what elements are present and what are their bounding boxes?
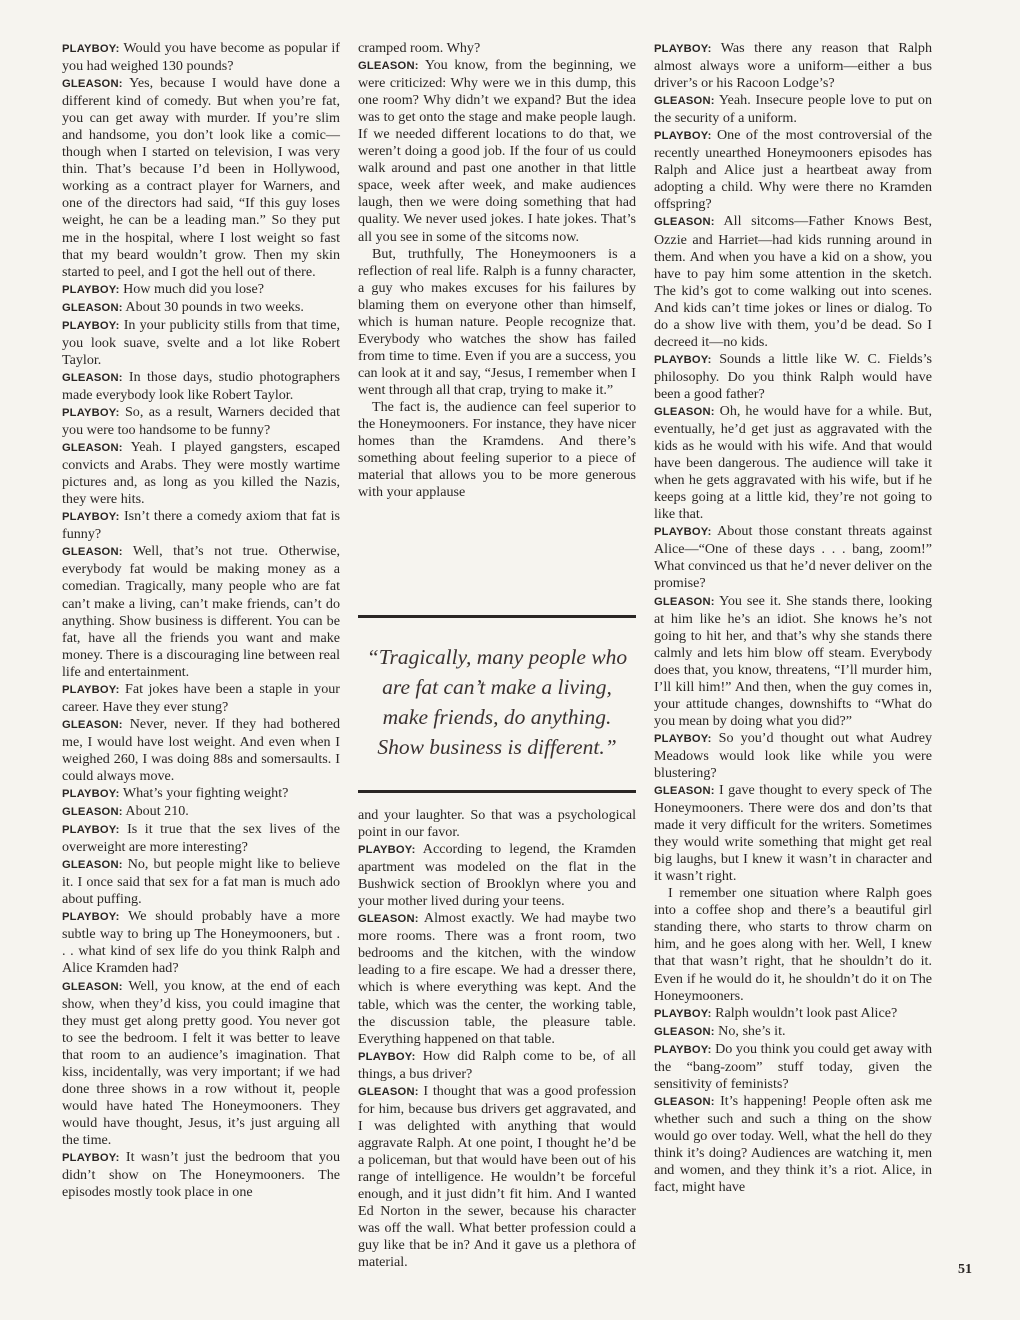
paragraph	[654, 1041, 932, 1093]
paragraph	[358, 40, 636, 57]
pull-quote: “Tragically, many people who are fat can’t make a living, make friends, do anything. Show business is different.”	[358, 615, 636, 793]
paragraph	[62, 369, 340, 404]
paragraph-text: We should probably have a more subtle way to bring up The Honeymooners, but . . . what kind of sex life do you think Ralph and Alice Kramden had?	[62, 908, 340, 977]
speaker-label: GLEASON:	[62, 980, 123, 993]
paragraph-text: You see it. She stands there, looking at him like he’s an idiot. She knows he’s not going to hit her, and that’s why she stands there calmly and lets him blow off steam. Everybody does that, you know, threatens, “I’ll murder him, I’ll kill him!” And then, when the guy comes in, your attitude changes, downshifts to “What do you mean by doing what you did?”	[654, 592, 932, 729]
paragraph	[654, 885, 932, 1004]
paragraph-text: Well, you know, at the end of each show, when they’d kiss, you could imagine that they must get along pretty good. You never got to see the bedroom. I felt it was better to leave that room to an audience’s imagination. That kiss, incidentally, was very important; if we had done three shows in a row without it, people would have hated The Honeymooners. They would have thought, Jesus, it’s just arguing all the time.	[62, 977, 340, 1148]
speaker-label: GLEASON:	[62, 371, 123, 384]
column-middle-bottom	[358, 807, 636, 1271]
paragraph-text: So, as a result, Warners decided that you were too handsome to be funny?	[62, 403, 340, 439]
speaker-label: GLEASON:	[62, 442, 123, 455]
speaker-label: PLAYBOY:	[654, 353, 712, 366]
paragraph	[358, 246, 636, 399]
speaker-label: GLEASON:	[358, 60, 419, 73]
paragraph-text: The fact is, the audience can feel superior to the Honeymooners. For instance, they have nicer homes than the Kramdens. And there’s something about feeling superior to a piece of material that allows you to be more generous with your applause	[358, 398, 636, 501]
paragraph	[62, 281, 340, 299]
speaker-label: GLEASON:	[62, 859, 123, 872]
paragraph-text: What’s your fighting weight?	[119, 785, 289, 802]
paragraph	[358, 57, 636, 246]
speaker-label: PLAYBOY:	[62, 406, 120, 419]
paragraph-text: All sitcoms—Father Knows Best, Ozzie and Harriet—had kids running around in them. And when you have a kid on a show, you have to pay him some attention in the sketch. The kid’s got to come walking out into scenes. And kids can’t time jokes or lines or dialog. To do a show live with them, you’d be dead. So I decreed it—no kids.	[654, 213, 932, 350]
paragraph	[62, 716, 340, 785]
paragraph-text: I remember one situation where Ralph goes into a coffee shop and there’s a beautiful girl standing there, who starts to throw charm on him, and he goes along with her. Well, I knew that that wasn’t right, that he shouldn’t do it. Even if he would do it, he shouldn’t do it on The Honeymooners.	[654, 885, 932, 1004]
paragraph	[62, 40, 340, 75]
paragraph	[62, 299, 340, 317]
paragraph	[62, 439, 340, 508]
paragraph-text: Isn’t there a comedy axiom that fat is funny?	[62, 508, 340, 543]
speaker-label: PLAYBOY:	[654, 43, 712, 55]
paragraph	[62, 543, 340, 680]
page-number: 51	[958, 1262, 972, 1277]
speaker-label: GLEASON:	[654, 216, 715, 229]
speaker-label: PLAYBOY:	[62, 283, 120, 296]
speaker-label: PLAYBOY:	[62, 511, 120, 524]
paragraph	[62, 785, 340, 803]
speaker-label: GLEASON:	[654, 595, 715, 608]
paragraph-text: No, but people might like to believe it. I once said that sex for a fat man is much ado about puffing.	[62, 856, 340, 908]
speaker-label: PLAYBOY:	[62, 43, 120, 55]
paragraph	[62, 681, 340, 716]
speaker-label: PLAYBOY:	[62, 683, 120, 696]
paragraph	[358, 807, 636, 841]
paragraph-text: Yes, because I would have done a different kind of comedy. But when you’re fat, you can get away with murder. If you’re slim and handsome, you don’t look like a comic—though when I started on television, I was very thin. That’s because I’d been in Hollywood, working as a contract player for Warners, and one of the directors had said, “If this guy loses weight, he can be a leading man.” So they put me in the hospital, where I lost weight so fast that my beard wouldn’t grow. Then my skin started to peel, and I got the hell out of there.	[62, 75, 340, 280]
paragraph-text: About those constant threats against Alice—“One of these days . . . bang, zoom!” What convinced us that he’d never deliver on the promise?	[654, 523, 932, 592]
paragraph	[654, 593, 932, 730]
paragraph-text: and your laughter. So that was a psychological point in our favor.	[358, 807, 636, 841]
paragraph-text: One of the most controversial of the recently unearthed Honeymooners episodes has Ralph and Alice just a heartbeat away from adopting a child. Why were there no Kramden offspring?	[654, 127, 932, 213]
paragraph	[654, 730, 932, 782]
speaker-label: GLEASON:	[62, 806, 123, 819]
paragraph-text: Is it true that the sex lives of the overweight are more interesting?	[62, 821, 340, 856]
paragraph-text: Never, never. If they had bothered me, I would have lost weight. And even when I weighed 260, I was doing 88s and somersaults. I could always move.	[62, 715, 340, 784]
speaker-label: GLEASON:	[62, 718, 123, 731]
speaker-label: PLAYBOY:	[62, 1152, 120, 1164]
paragraph	[654, 92, 932, 127]
speaker-label: PLAYBOY:	[654, 1043, 712, 1056]
paragraph-text: About 210.	[122, 803, 189, 820]
paragraph-text: But, truthfully, The Honeymooners is a reflection of real life. Ralph is a funny character, a guy who makes excuses for his failures by blaming them on everyone other than himself, which is human nature. People recognize that. Everybody who watches the show has failed from time to time. Even if you are a success, you can look at it and say, “Jesus, I remember when I went through all that crap, trying to make it.”	[358, 245, 636, 398]
paragraph	[62, 317, 340, 369]
paragraph-text: Do you think you could get away with the “bang-zoom” stuff today, given the sensitivity of feminists?	[654, 1040, 932, 1092]
paragraph	[62, 978, 340, 1149]
speaker-label: GLEASON:	[62, 301, 123, 314]
paragraph	[358, 1083, 636, 1272]
speaker-label: GLEASON:	[62, 546, 123, 559]
paragraph	[62, 856, 340, 908]
paragraph	[358, 1048, 636, 1083]
paragraph	[654, 351, 932, 403]
paragraph	[62, 508, 340, 543]
speaker-label: GLEASON:	[654, 1025, 715, 1038]
paragraph-text: I thought that was a good profession for him, because bus drivers get aggravated, and I was delighted with anything that would aggravate Ralph. At one point, I thought he’d be a policeman, but that would have been out of his range of intelligence. He wouldn’t be forceful enough, and it just didn’t fit him. And I wanted Ed Norton in the sewer, because his character was off the wall. What better profession could a guy like that be in? And it gave us a plethora of material.	[358, 1082, 636, 1271]
speaker-label: PLAYBOY:	[62, 824, 120, 837]
speaker-label: PLAYBOY:	[654, 1007, 712, 1020]
paragraph-text: Well, that’s not true. Otherwise, everybody fat would be making money as a comedian. Tragically, many people who are fat can’t make a living, can’t make friends, can’t do anything. Show business is different. You can be fat, have all the friends you want and make money. There is a discouraging line between real life and entertainment.	[62, 543, 340, 680]
speaker-label: GLEASON:	[654, 405, 715, 418]
paragraph-text: cramped room. Why?	[358, 40, 481, 56]
paragraph	[358, 841, 636, 910]
speaker-label: PLAYBOY:	[654, 130, 712, 143]
paragraph-text: No, she’s it.	[714, 1022, 786, 1039]
speaker-label: PLAYBOY:	[654, 526, 712, 539]
paragraph	[62, 803, 340, 821]
speaker-label: GLEASON:	[62, 78, 123, 91]
column-left	[62, 40, 340, 1201]
speaker-label: PLAYBOY:	[62, 788, 120, 801]
paragraph-text: About 30 pounds in two weeks.	[122, 298, 304, 315]
paragraph	[358, 910, 636, 1047]
speaker-label: PLAYBOY:	[358, 1050, 416, 1063]
paragraph-text: Oh, he would have for a while. But, eventually, he’d get just as aggravated with the kids as he would with his wife. And that would have been dangerous. The audience will take it when he gets aggravated with his wife, but if he keeps going at a little kid, they’re not going to like that.	[654, 402, 932, 523]
paragraph-text: It wasn’t just the bedroom that you didn’t show on The Honeymooners. The episodes mostly took place in one	[62, 1149, 340, 1201]
paragraph-text: Would you have become as popular if you had weighed 130 pounds?	[62, 40, 340, 75]
paragraph-text: In those days, studio photographers made everybody look like Robert Taylor.	[62, 368, 340, 403]
paragraph	[654, 1023, 932, 1041]
paragraph-text: How did Ralph come to be, of all things, a bus driver?	[358, 1047, 636, 1082]
paragraph-text: I gave thought to every speck of The Honeymooners. There were dos and don’ts that made it very difficult for the writers. Sometimes they would write something that might get real big laughs, but I knew it wasn’t in character and it wasn’t right.	[654, 782, 932, 885]
paragraph	[62, 75, 340, 281]
paragraph-text: Almost exactly. We had maybe two more rooms. There was a front room, two bedrooms and the kitchen, with the window leading to a fire escape. We had a dresser there, which is where everything was kept. And the table, which was the center, the working table, the discussion table, the pleasure table. Everything happened on that table.	[358, 910, 636, 1047]
speaker-label: PLAYBOY:	[62, 911, 120, 924]
paragraph	[654, 40, 932, 92]
column-right	[654, 40, 932, 1196]
paragraph-text: How much did you lose?	[119, 280, 264, 297]
paragraph	[654, 523, 932, 592]
paragraph	[654, 1005, 932, 1023]
paragraph	[62, 404, 340, 439]
paragraph-text: In your publicity stills from that time, you look suave, svelte and a lot like Robert Taylor.	[62, 316, 340, 368]
column-middle	[358, 40, 636, 1271]
paragraph	[62, 908, 340, 977]
paragraph	[358, 399, 636, 501]
paragraph-text: Sounds a little like W. C. Fields’s philosophy. Do you think Ralph would have been a good father?	[654, 350, 932, 402]
paragraph	[654, 213, 932, 350]
speaker-label: GLEASON:	[654, 95, 715, 108]
paragraph-text: Yeah. Insecure people love to put on the security of a uniform.	[654, 92, 932, 127]
paragraph-text: You know, from the beginning, we were criticized: Why were we in this dump, this one room? Why didn’t we expand? But the idea was to get onto the stage and make people laugh. If we needed different locations to do that, we weren’t doing a good job. If the four of us could walk around and past one another in that little space, week after week, and make audiences laugh, then we were doing something that had quality. We never used jokes. I hate jokes. That’s all you see in some of the sitcoms now.	[358, 57, 636, 245]
paragraph-text: Ralph wouldn’t look past Alice?	[711, 1004, 898, 1021]
paragraph	[654, 403, 932, 523]
paragraph-text: It’s happening! People often ask me whether such and such a thing on the show would go over today. Well, what the hell do they think it’s doing? Audiences are watching it, men and women, and they think it’s a riot. Alice, in fact, might have	[654, 1092, 932, 1196]
speaker-label: GLEASON:	[358, 1085, 419, 1098]
speaker-label: GLEASON:	[358, 913, 419, 926]
speaker-label: PLAYBOY:	[654, 732, 712, 745]
paragraph	[654, 1093, 932, 1196]
paragraph	[654, 127, 932, 213]
paragraph-text: So you’d thought out what Audrey Meadows would look like while you were blustering?	[654, 729, 932, 781]
paragraph	[654, 782, 932, 885]
speaker-label: GLEASON:	[654, 785, 715, 798]
paragraph	[62, 1149, 340, 1201]
paragraph	[62, 821, 340, 856]
speaker-label: PLAYBOY:	[62, 319, 120, 332]
paragraph-text: Fat jokes have been a staple in your career. Have they ever stung?	[62, 680, 340, 715]
paragraph-text: According to legend, the Kramden apartment was modeled on the flat in the Bushwick section of Brooklyn where you and your mother lived during your teens.	[358, 841, 636, 910]
speaker-label: PLAYBOY:	[358, 844, 416, 857]
paragraph-text: Yeah. I played gangsters, escaped convicts and Arabs. They were mostly wartime pictures and, as long as you killed the Nazis, they were hits.	[62, 439, 340, 508]
speaker-label: GLEASON:	[654, 1095, 715, 1108]
column-middle-top	[358, 40, 636, 593]
paragraph-text: Was there any reason that Ralph almost always wore a uniform—either a bus driver’s or his Racoon Lodge’s?	[654, 40, 932, 92]
